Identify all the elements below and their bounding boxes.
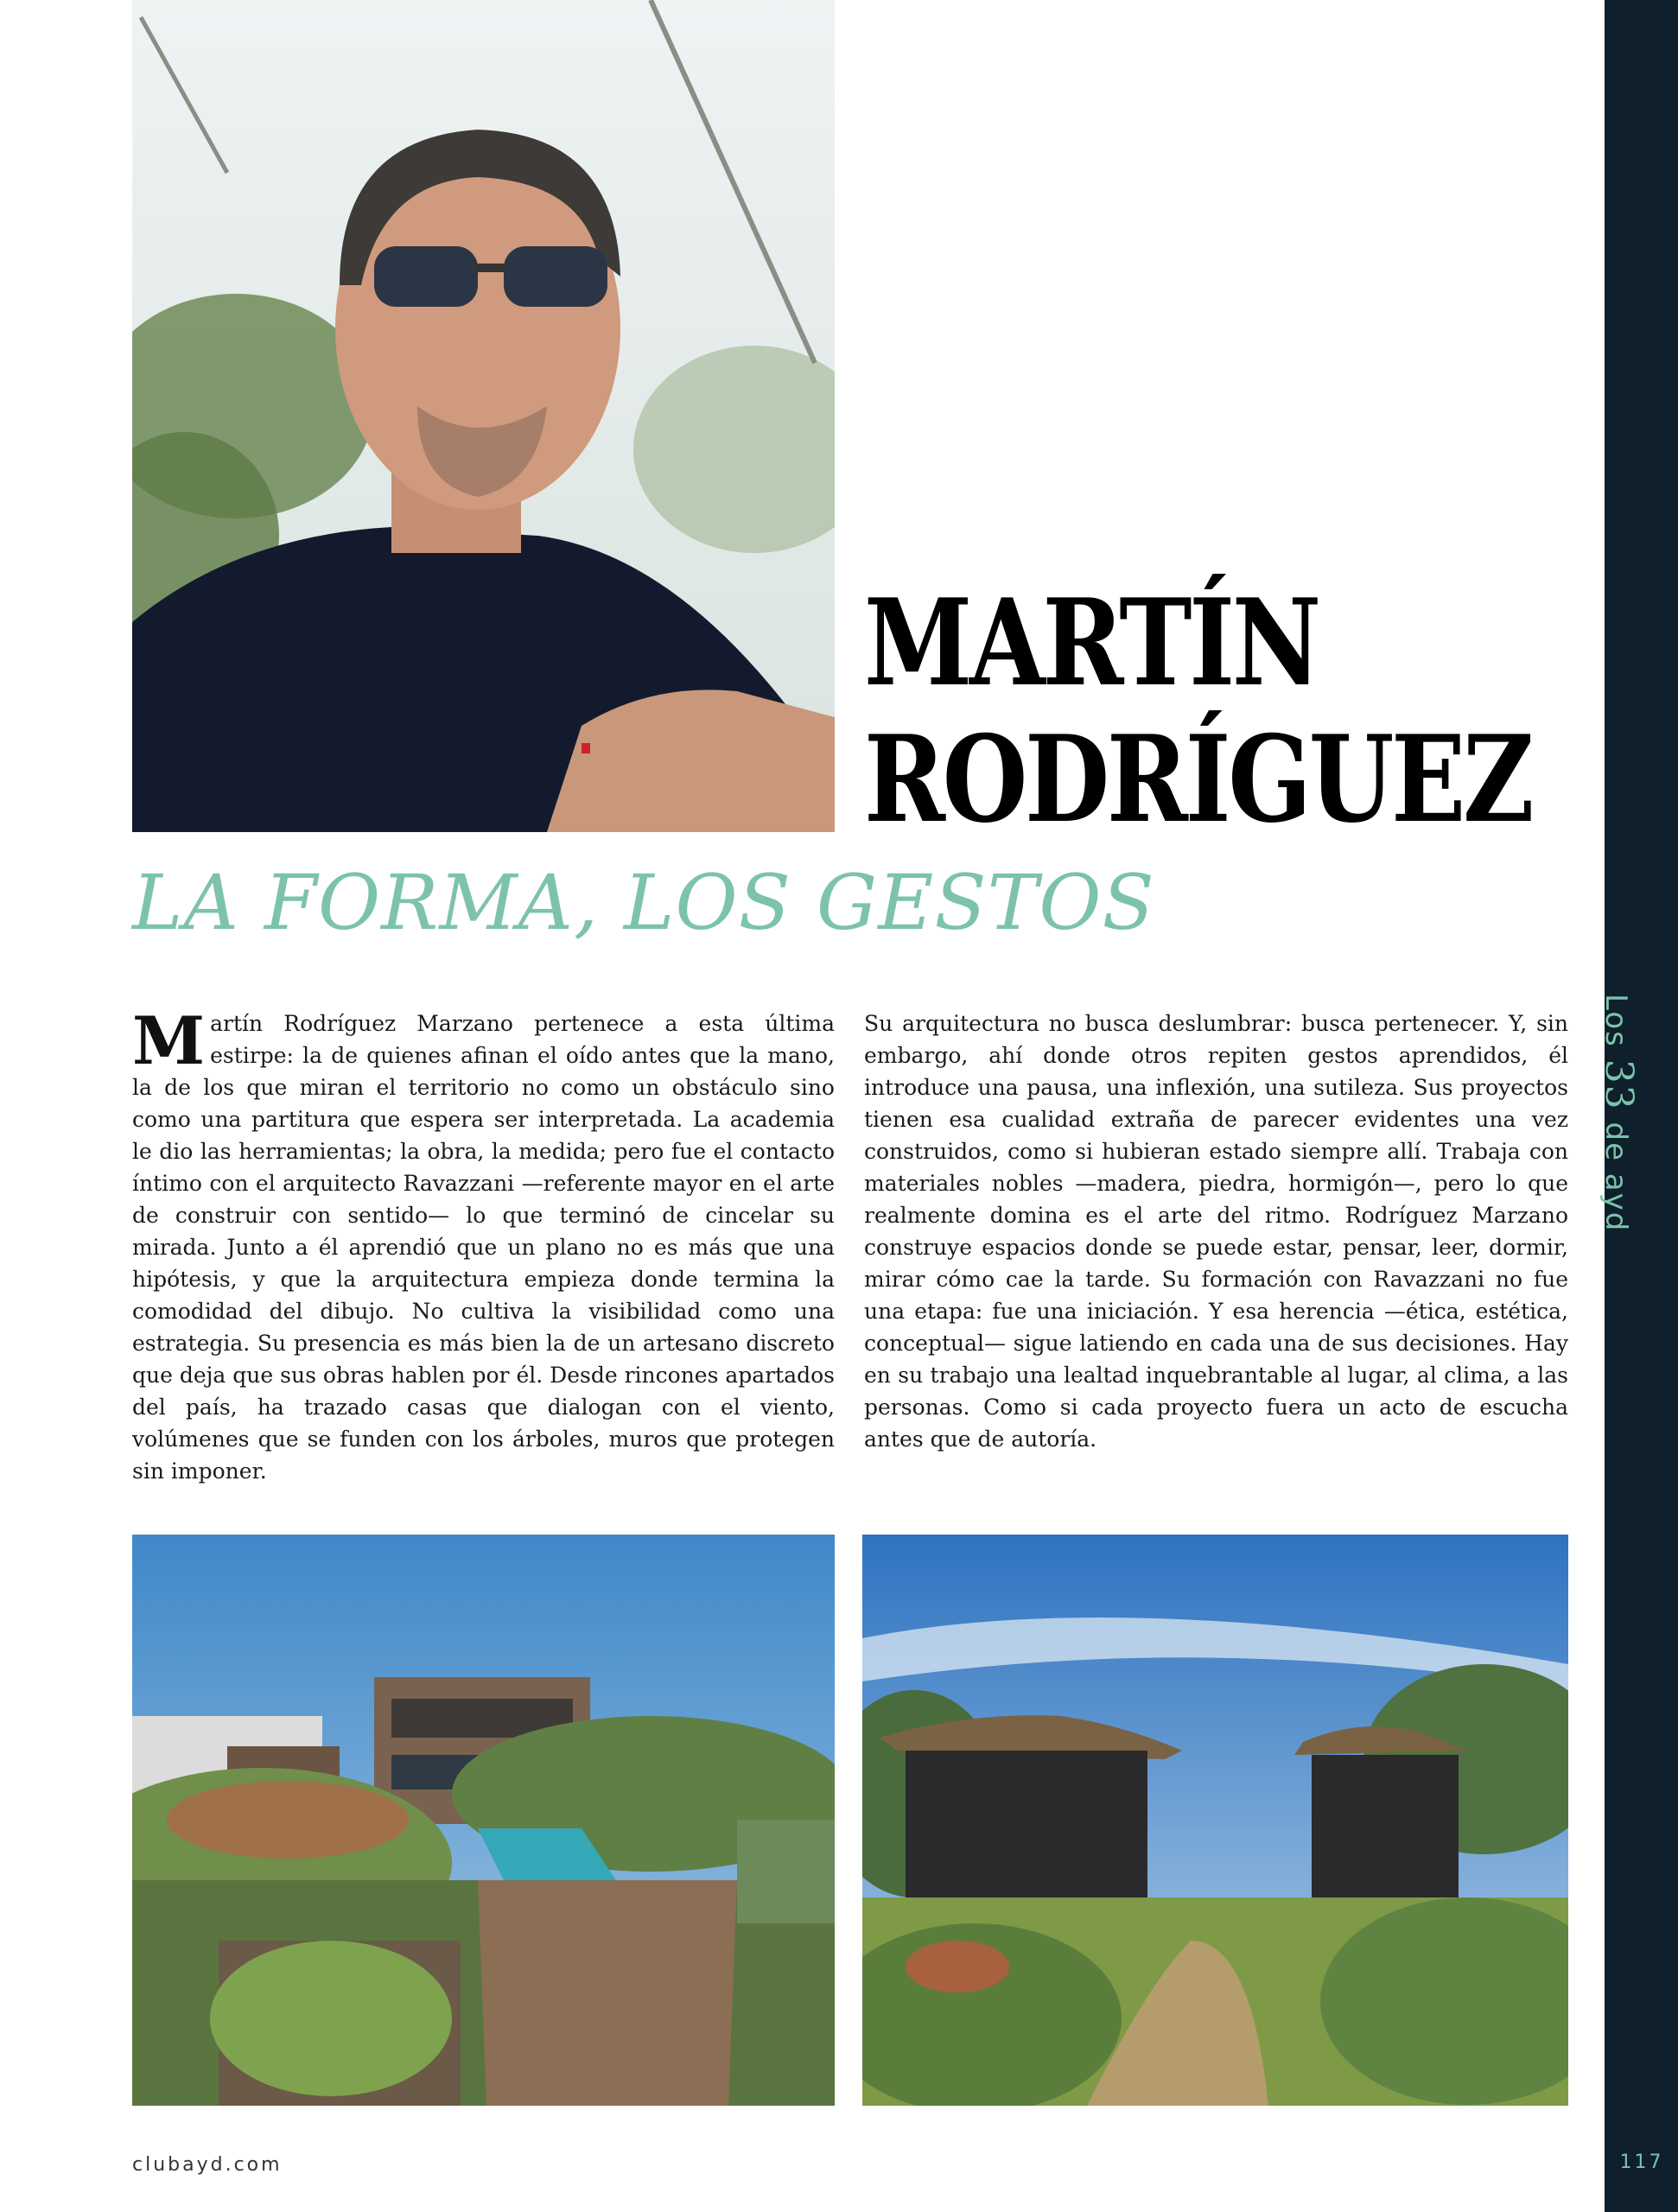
page-number: 117: [1619, 2152, 1664, 2173]
article-subtitle: LA FORMA, LOS GESTOS: [132, 858, 1155, 947]
house-photo-right: [862, 1535, 1568, 2106]
portrait-photo: [132, 0, 835, 832]
section-label-suffix: de ayd: [1599, 1122, 1633, 1233]
section-label-number: 33: [1597, 1058, 1641, 1111]
column-left-text: artín Rodríguez Marzano pertenece a esta última estirpe: la de quienes afinan el oído antes que la mano, la de los que miran el territorio no como un obstáculo sino como una partitura que espera ser interpretada. La academia le dio las herramientas; la obra, la medida; pero fue el contacto íntimo con el arquitecto Ravazzani —referente mayor en el arte de construir con sentido— lo que terminó de cincelar su mirada. Junto a él aprendió que un plano no es más que una hipótesis, y que la arquitectura empieza donde termina la comodidad del dibujo. No cultiva la visibilidad como una estrategia. Su presencia es más bien la de un artesano discreto que deja que sus obras hablen por él. Desde rincones apartados del país, ha trazado casas que dialogan con el viento, volúmenes que se funden con los árboles, muros que protegen sin imponer.: [132, 1011, 835, 1484]
footer-site: clubayd.com: [132, 2154, 283, 2176]
article-column-right: Su arquitectura no busca deslumbrar: busca pertenecer. Y, sin embargo, ahí donde otros repiten gestos aprendidos, él introduce una pausa, una inflexión, una sutileza. Sus proyectos tienen esa cualidad extraña de parecer evidentes una vez construidos, como si hubieran estado siempre allí. Trabaja con materiales nobles —madera, piedra, hormigón—, pero lo que realmente domina es el arte del ritmo. Rodríguez Marzano construye espacios donde se puede estar, pensar, leer, dormir, mirar cómo cae la tarde. Su formación con Ravazzani no fue una etapa: fue una iniciación. Y esa herencia —ética, estética, conceptual— sigue latiendo en cada una de sus decisiones. Hay en su trabajo una lealtad inquebrantable al lugar, al clima, a las personas. Como si cada proyecto fuera un acto de escucha antes que de autoría.: [864, 1011, 1568, 1452]
article-column-left: [132, 1002, 835, 1487]
article-title: [864, 572, 1532, 849]
title-line-1: MARTÍN: [864, 572, 1319, 713]
house-photo-left: [132, 1535, 835, 2106]
dropcap: M: [132, 1002, 206, 1079]
title-line-2: RODRÍGUEZ: [864, 709, 1532, 849]
section-label: [1597, 994, 1641, 1232]
section-label-prefix: Los: [1599, 994, 1633, 1048]
